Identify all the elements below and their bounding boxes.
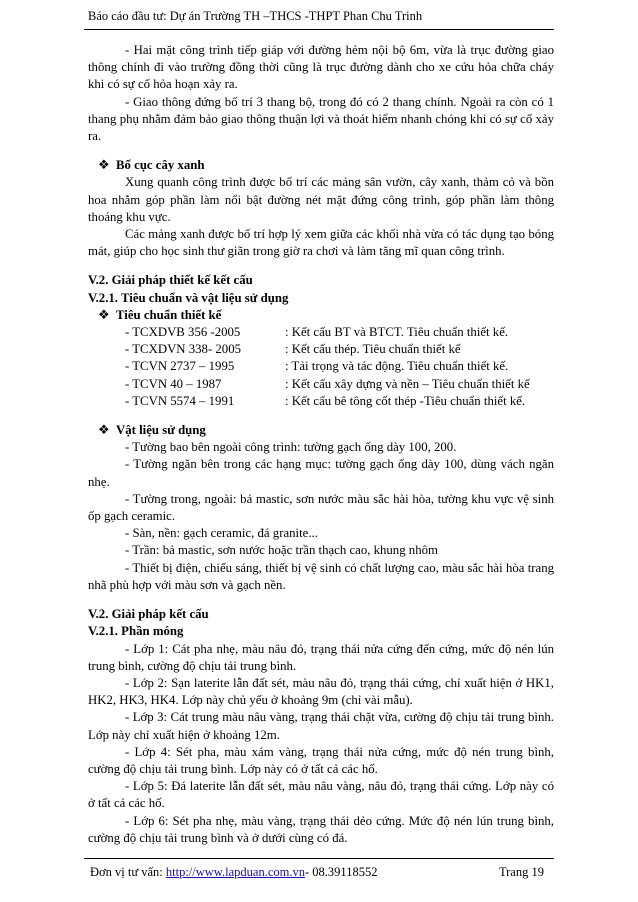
paragraph: - Tường ngăn bên trong các hạng mục: tường gạch ống dày 100, dùng vách ngăn nhẹ. [88,457,554,489]
paragraph: - Tường trong, ngoài: bả mastic, sơn nước màu sắc hài hòa, tường khu vực vệ sinh ốp gạch ceramic. [88,491,554,524]
standard-row [88,341,554,358]
standard-desc: : Kết cấu bê tông cốt thép -Tiêu chuẩn thiết kế. [285,393,526,408]
paragraph: - Lớp 6: Sét pha nhẹ, màu vàng, trạng thái dẻo cứng. Mức độ nén lún trung bình, cường độ chịu tải trung bình và ở dưới cùng có đá. [88,813,554,845]
paragraph: - Lớp 1: Cát pha nhẹ, màu nâu đỏ, trạng thái nửa cứng đến cứng, mức độ nén lún trung bình, cường độ chịu tải trung bình. [88,641,554,673]
standard-row [88,358,554,375]
paragraph: Xung quanh công trình được bố trí các mảng sân vườn, cây xanh, thảm cỏ và bồn hoa nhằm góp phần làm nổi bật đường nét mặt đứng công trình, góp phần làm thông thoáng khu vực. [88,175,554,224]
standards-list [88,324,554,410]
paragraph: - Lớp 2: Sạn laterite lẫn đất sét, màu nâu đỏ, trạng thái cứng, chỉ xuất hiện ở HK1, HK2, HK3, HK4. Lớp này chủ yếu ở khoảng 9m (chỉ vài mẫu). [88,675,554,708]
standard-row [88,324,554,341]
subsection-heading: V.2.1. Tiêu chuẩn và vật liệu sử dụng [88,290,289,305]
standard-code: - TCVN 40 – 1987 [125,376,222,391]
standard-code: - TCXDVB 356 -2005 [125,325,241,340]
bullet-heading-label: Bố cục cây xanh [116,158,205,173]
footer-website-link[interactable]: http://www.lapduan.com.vn [165,865,305,879]
standard-desc: : Kết cấu thép. Tiêu chuẩn thiết kế [285,342,461,357]
bullet-heading [88,307,554,324]
paragraph: - Sàn, nền: gạch ceramic, đá granite... [125,526,318,541]
standard-code: - TCVN 2737 – 1995 [125,359,235,374]
bullet-heading-label: Tiêu chuẩn thiết kế [116,307,222,322]
subsection-heading: V.2.1. Phần móng [88,624,184,639]
footer-divider [84,858,554,859]
standard-row [88,393,554,410]
page-header: Báo cáo đầu tư: Dự án Trường TH –THCS -THPT Phan Chu Trinh [88,9,423,23]
paragraph: - Lớp 5: Đá laterite lẫn đất sét, màu nâu vàng, nâu đỏ, trạng thái cứng. Lớp này có ở tất cả các hố. [88,779,554,811]
diamond-star-icon: ❖ [98,423,110,438]
diamond-star-icon: ❖ [98,158,110,173]
paragraph: - Thiết bị điện, chiếu sáng, thiết bị vệ sinh có chất lượng cao, màu sắc hài hòa trang nhã phù hợp với màu sơn và gạch nền. [88,560,554,592]
paragraph: - Tường bao bên ngoài công trình: tường gạch ống dày 100, 200. [125,440,457,455]
bullet-heading [88,422,554,439]
standard-desc: : Tải trọng và tác động. Tiêu chuẩn thiết kế. [285,359,509,374]
standard-row [88,376,554,393]
standard-code: - TCVN 5574 – 1991 [125,393,235,408]
header-divider [84,29,554,30]
standard-code: - TCXDVN 338- 2005 [125,342,241,357]
standard-desc: : Kết cấu xây dựng và nền – Tiêu chuẩn thiết kế [285,376,530,391]
document-body [88,42,554,847]
section-heading: V.2. Giải pháp kết cấu [88,607,209,622]
footer-phone: - 08.39118552 [305,865,378,879]
bullet-heading-label: Vật liệu sử dụng [116,423,206,438]
section-heading: V.2. Giải pháp thiết kế kết cấu [88,273,253,288]
paragraph: - Lớp 4: Sét pha, màu xám vàng, trạng thái nửa cứng, mức độ nén trung bình, cường độ chịu tải trung bình. Lớp này có ở tất cả các hố. [88,744,554,776]
page-number: Trang 19 [498,865,544,879]
paragraph: - Trần: bả mastic, sơn nước hoặc trần thạch cao, khung nhôm [125,543,438,558]
paragraph: Các mảng xanh được bố trí hợp lý xem giữa các khối nhà vừa có tác dụng tạo bóng mát, giúp cho học sinh thư giãn trong giờ ra chơi và làm tăng mĩ quan công trình. [88,227,554,259]
paragraph: - Giao thông đứng bố trí 3 thang bộ, trong đó có 2 thang chính. Ngoài ra còn có 1 thang phụ nhằm đảm bảo giao thông thuận lợi và thoát hiểm nhanh chóng khi có sự cố xảy ra. [88,94,554,144]
bullet-heading [88,157,554,174]
paragraph: - Hai mặt công trình tiếp giáp với đường hẻm nội bộ 6m, vừa là trục đường giao thông chính đi vào trường đồng thời cũng là trục đường dành cho xe cứu hỏa chữa cháy khi có sự cố hỏa hoạn xảy ra. [88,43,554,92]
paragraph: - Lớp 3: Cát trung màu nâu vàng, trạng thái chặt vừa, cường độ chịu tải trung bình. Lớp này chỉ xuất hiện ở khoảng 12m. [88,710,554,742]
diamond-star-icon: ❖ [98,307,110,322]
footer-consultant-label: Đơn vị tư vấn: [90,865,166,879]
standard-desc: : Kết cấu BT và BTCT. Tiêu chuẩn thiết kế. [285,325,509,340]
page-footer [90,864,552,880]
